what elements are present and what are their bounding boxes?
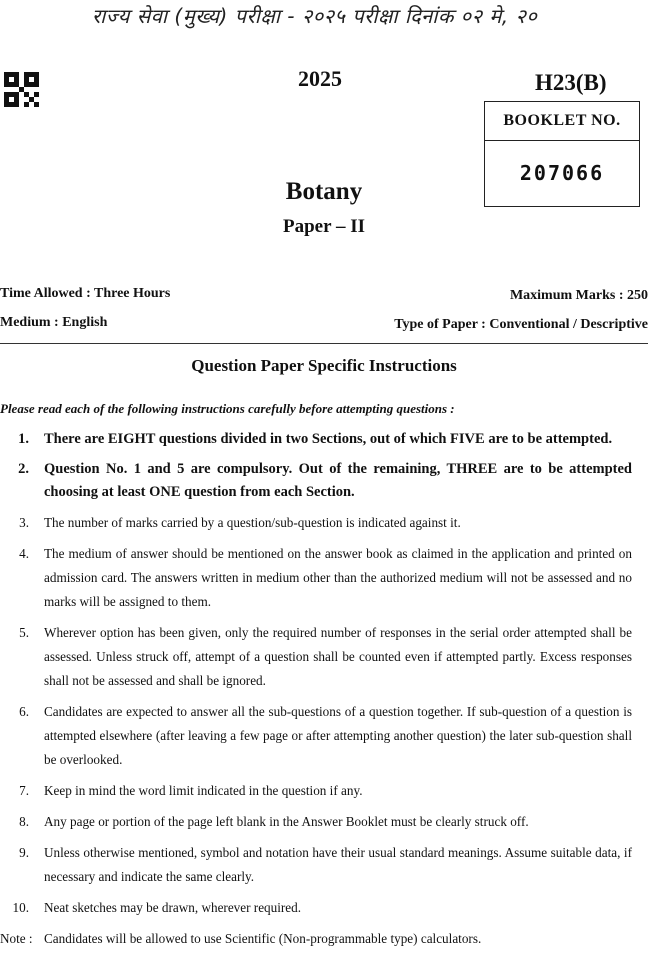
- item-text: Keep in mind the word limit indicated in the question if any.: [44, 783, 363, 798]
- item-text: Wherever option has been given, only the required number of responses in the serial order attempted shall be assessed. Unless struck off, attempt of a question shall be counted even if attempted partly. Excess responses shall not be assessed and shall be ignored.: [44, 625, 632, 688]
- note-item: [0, 927, 648, 951]
- time-allowed: Time Allowed : Three Hours: [0, 286, 171, 301]
- instructions-lead: Please read each of the following instructions carefully before attempting questions :: [0, 401, 455, 416]
- subject-title: Botany: [285, 178, 363, 205]
- item-number: 7.: [19, 783, 29, 798]
- booklet-label: BOOKLET NO.: [485, 102, 639, 141]
- divider: [0, 343, 648, 344]
- qr-code-icon: [4, 72, 39, 107]
- item-text: The number of marks carried by a question/sub-question is indicated against it.: [44, 515, 461, 530]
- note-label: Note :: [0, 931, 33, 946]
- exam-year: 2025: [298, 66, 342, 91]
- item-text: There are EIGHT questions divided in two Sections, out of which FIVE are to be attempted.: [44, 431, 613, 447]
- item-text: The medium of answer should be mentioned on the answer book as claimed in the application and printed on admission card. The answers written in medium other than the authorized medium will not be assessed and no marks will be assigned to them.: [44, 546, 632, 609]
- item-number: 5.: [19, 625, 29, 640]
- item-number: 9.: [19, 845, 29, 860]
- item-text: Any page or portion of the page left blank in the Answer Booklet must be clearly struck off.: [44, 814, 529, 829]
- item-number: 8.: [19, 814, 29, 829]
- item-text: Question No. 1 and 5 are compulsory. Out of the remaining, THREE are to be attempted choosing at least ONE question from each Section.: [44, 461, 632, 500]
- item-number: 2.: [18, 461, 29, 477]
- list-item: [0, 700, 648, 772]
- item-number: 10.: [12, 900, 29, 915]
- booklet-number: 207066: [519, 161, 605, 185]
- list-item: [0, 810, 648, 834]
- list-item: [0, 428, 648, 451]
- paper-code: H23(B): [535, 70, 607, 95]
- paper-title: Paper – II: [283, 216, 365, 237]
- handwritten-exam-note: राज्य सेवा (मुख्य) परीक्षा - २०२५ परीक्षा दिनांक ०२ मे, २०: [92, 4, 538, 28]
- medium: Medium : English: [0, 315, 108, 330]
- note-text: Candidates will be allowed to use Scientific (Non-programmable type) calculators.: [44, 931, 482, 946]
- item-text: Neat sketches may be drawn, wherever required.: [44, 900, 302, 915]
- type-of-paper: Type of Paper : Conventional / Descriptive: [394, 317, 648, 332]
- maximum-marks: Maximum Marks : 250: [509, 288, 648, 303]
- list-item: [0, 621, 648, 693]
- list-item: [0, 511, 648, 535]
- instructions-list: [0, 428, 648, 958]
- item-number: 4.: [19, 546, 29, 561]
- item-number: 1.: [18, 431, 29, 447]
- list-item: [0, 542, 648, 614]
- list-item: [0, 896, 648, 920]
- item-text: Candidates are expected to answer all the sub-questions of a question together. If sub-question of a question is attempted elsewhere (after leaving a few page or after attempting another question) the later sub-question shall be overlooked.: [44, 704, 632, 767]
- list-item: [0, 458, 648, 504]
- list-item: [0, 841, 648, 889]
- item-number: 6.: [19, 704, 29, 719]
- instructions-heading: Question Paper Specific Instructions: [191, 356, 457, 375]
- item-number: 3.: [19, 515, 29, 530]
- list-item: [0, 779, 648, 803]
- item-text: Unless otherwise mentioned, symbol and notation have their usual standard meanings. Assume suitable data, if necessary and indicate the same clearly.: [44, 845, 632, 884]
